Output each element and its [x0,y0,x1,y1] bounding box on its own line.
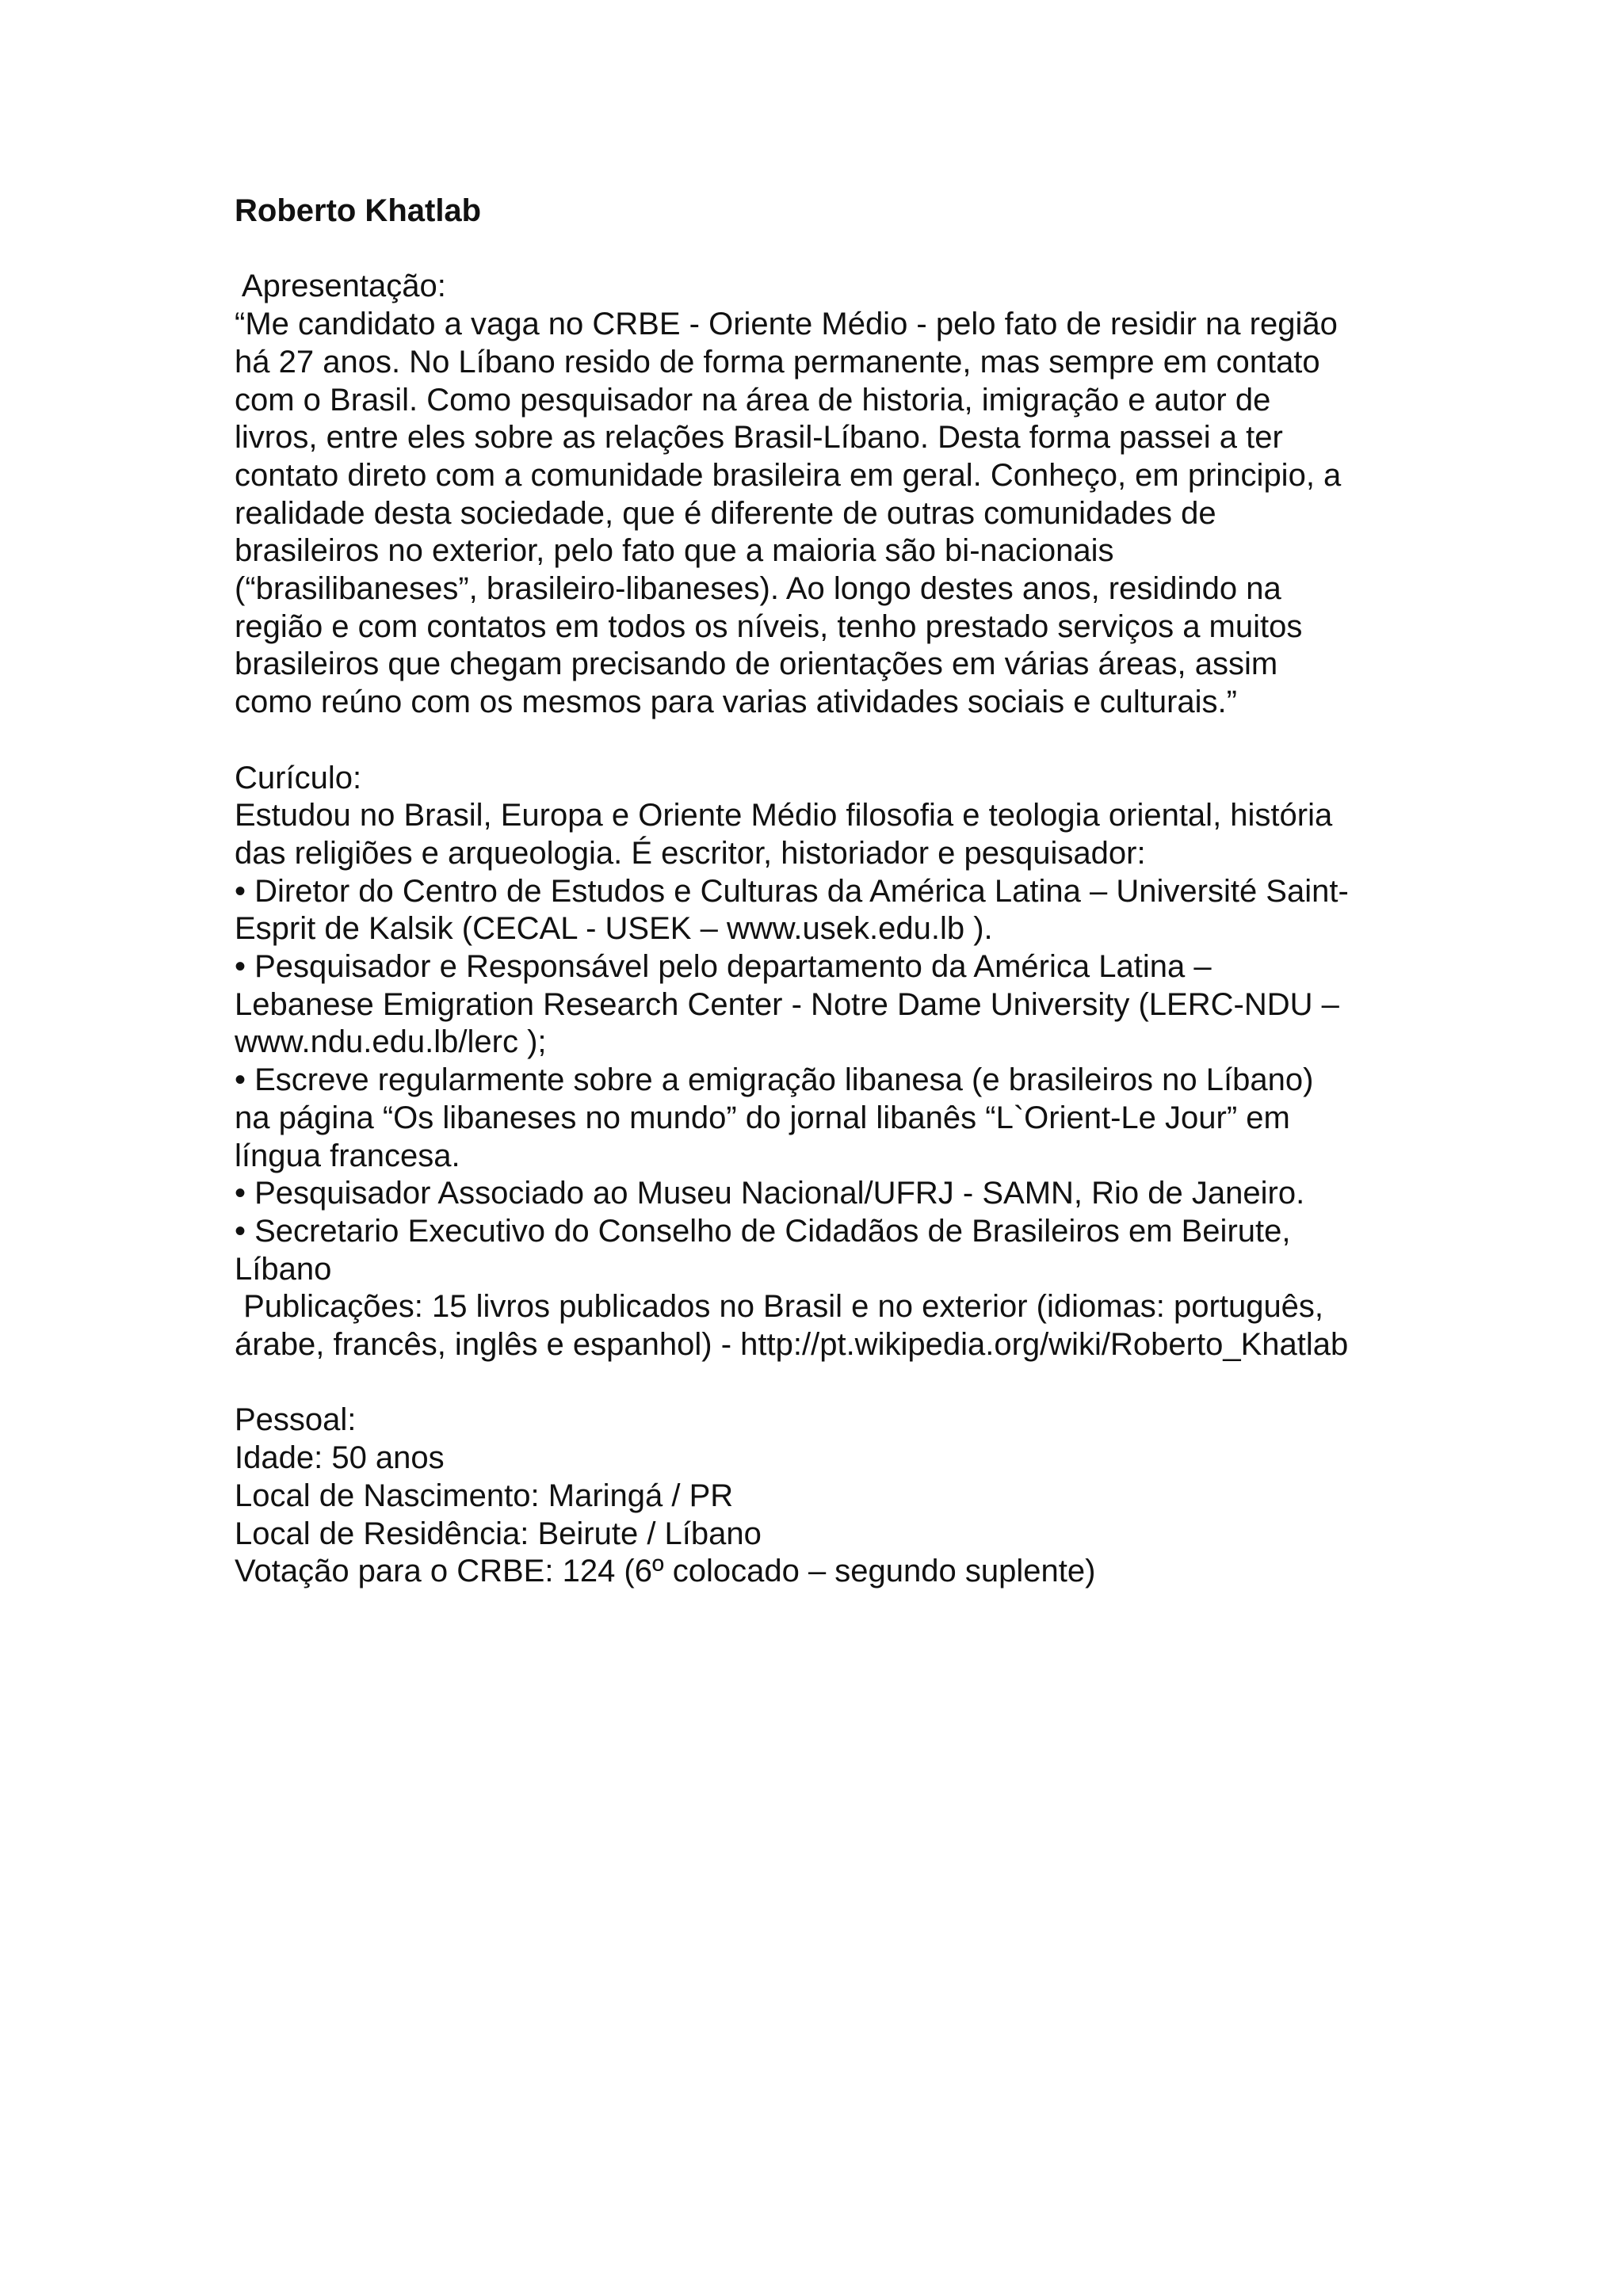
section-curriculo [235,760,1407,1364]
paragraph-line: região e com contatos em todos os níveis, tenho prestado serviços a muitos [235,608,1303,644]
bullet-line: • Diretor do Centro de Estudos e Culturas da América Latina – Université Saint- [235,873,1349,909]
bullet-line: na página “Os libaneses no mundo” do jornal libanês “L`Orient-Le Jour” em [235,1100,1290,1135]
paragraph-line: como reúno com os mesmos para varias atividades sociais e culturais.” [235,685,1237,720]
bullet-line: Esprit de Kalsik (CECAL - USEK – www.usek.edu.lb ). [235,911,993,947]
section-heading: Pessoal: [235,1402,357,1438]
bullet-line: • Pesquisador Associado ao Museu Nacional/UFRJ - SAMN, Rio de Janeiro. [235,1176,1305,1211]
paragraph-line: contato direto com a comunidade brasileira em geral. Conheço, em principio, a [235,457,1342,493]
personal-votes: Votação para o CRBE: 124 (6º colocado – segundo suplente) [235,1554,1096,1589]
personal-birthplace: Local de Nascimento: Maringá / PR [235,1478,734,1513]
bullet-line: • Secretario Executivo do Conselho de Cidadãos de Brasileiros em Beirute, [235,1213,1291,1249]
paragraph-line: brasileiros que chegam precisando de orientações em várias áreas, assim [235,646,1278,682]
bullet-line: • Pesquisador e Responsável pelo departamento da América Latina – [235,949,1212,985]
personal-residence: Local de Residência: Beirute / Líbano [235,1516,762,1551]
paragraph-line: há 27 anos. No Líbano resido de forma permanente, mas sempre em contato [235,344,1320,379]
paragraph-line: Estudou no Brasil, Europa e Oriente Médio filosofia e teologia oriental, história [235,798,1333,833]
paragraph-line: das religiões e arqueologia. É escritor, historiador e pesquisador: [235,835,1146,871]
paragraph-line: brasileiros no exterior, pelo fato que a maioria são bi-nacionais [235,533,1114,569]
section-pessoal [235,1402,1407,1591]
spacer [235,722,1407,760]
bullet-line: www.ndu.edu.lb/lerc ); [235,1024,547,1060]
section-heading: Apresentação: [235,269,446,304]
paragraph-line: com o Brasil. Como pesquisador na área de historia, imigração e autor de [235,382,1271,418]
paragraph-line: (“brasilibaneses”, brasileiro-libaneses). Ao longo destes anos, residindo na [235,571,1281,607]
paragraph-line: Publicações: 15 livros publicados no Brasil e no exterior (idiomas: português, [235,1289,1324,1325]
document-title: Roberto Khatlab [235,193,482,228]
section-apresentacao [235,268,1407,721]
paragraph-line: árabe, francês, inglês e espanhol) - http://pt.wikipedia.org/wiki/Roberto_Khatlab [235,1327,1349,1363]
bullet-line: • Escreve regularmente sobre a emigração libanesa (e brasileiros no Líbano) [235,1062,1314,1098]
personal-age: Idade: 50 anos [235,1440,445,1476]
bullet-line: língua francesa. [235,1138,460,1173]
paragraph-line: realidade desta sociedade, que é diferente de outras comunidades de [235,495,1216,531]
spacer [235,231,1407,269]
paragraph-line: “Me candidato a vaga no CRBE - Oriente Médio - pelo fato de residir na região [235,307,1338,342]
bullet-line: Líbano [235,1251,332,1287]
spacer [235,1364,1407,1402]
document-page [235,193,1407,1591]
paragraph-line: livros, entre eles sobre as relações Brasil-Líbano. Desta forma passei a ter [235,420,1283,456]
section-heading: Curículo: [235,760,362,795]
bullet-line: Lebanese Emigration Research Center - Notre Dame University (LERC-NDU – [235,986,1339,1022]
